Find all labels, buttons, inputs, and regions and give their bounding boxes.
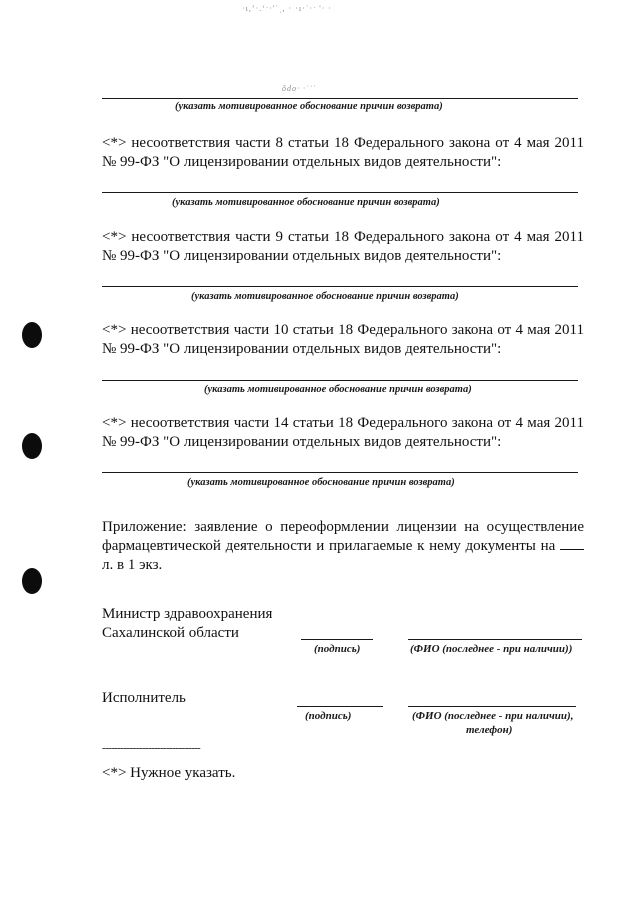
attachment-paragraph	[102, 518, 584, 575]
scan-noise-top: ·ı,ʼ·.ʻˑ·'ˈˌ, · ·ı·ˈ·ˑ '· ·	[242, 4, 333, 13]
fio-line	[408, 639, 582, 640]
fill-line	[102, 286, 578, 287]
signature-caption: (подпись)	[314, 643, 361, 655]
binder-hole	[22, 568, 42, 594]
reason-caption: (указать мотивированное обоснование причин возврата)	[187, 477, 455, 488]
reason-caption: (указать мотивированное обоснование причин возврата)	[175, 101, 443, 112]
reason-caption: (указать мотивированное обоснование причин возврата)	[204, 384, 472, 395]
fio-line	[408, 706, 576, 707]
fio-caption-phone: телефон)	[466, 724, 513, 736]
reason-caption: (указать мотивированное обоснование причин возврата)	[172, 197, 440, 208]
fill-line	[102, 472, 578, 473]
reason-caption: (указать мотивированное обоснование причин возврата)	[191, 291, 459, 302]
clause-paragraph: <*> несоответствия части 9 статьи 18 Федерального закона от 4 мая 2011 № 99-ФЗ "О лицензировании отдельных видов деятельности":	[102, 229, 584, 264]
fill-line	[102, 98, 578, 99]
signature-line	[297, 706, 383, 707]
clause-paragraph: <*> несоответствия части 14 статьи 18 Федерального закона от 4 мая 2011 № 99-ФЗ "О лицензировании отдельных видов деятельности":	[102, 415, 584, 450]
clause-paragraph: <*> несоответствия части 10 статьи 18 Федерального закона от 4 мая 2011 № 99-ФЗ "О лицензировании отдельных видов деятельности":	[102, 322, 584, 357]
signature-caption: (подпись)	[305, 710, 352, 722]
minister-title: Министр здравоохранения	[102, 606, 273, 622]
fill-line	[102, 380, 578, 381]
binder-hole	[22, 322, 42, 348]
fill-line	[102, 192, 578, 193]
pages-blank	[560, 537, 584, 550]
fio-caption: (ФИО (последнее - при наличии),	[412, 710, 574, 722]
signature-line	[301, 639, 373, 640]
minister-region: Сахалинской области	[102, 625, 239, 641]
attachment-text: Приложение: заявление о переоформлении лицензии на осуществление фармацевтической деятельности и прилагаемые к нему документы на	[102, 519, 584, 554]
footnote-separator: --------------------------------	[102, 742, 201, 754]
clause-paragraph: <*> несоответствия части 8 статьи 18 Федерального закона от 4 мая 2011 № 99-ФЗ "О лицензировании отдельных видов деятельности":	[102, 135, 584, 170]
scan-noise-small: ǒdo· ·˙˙ˈ	[282, 84, 317, 93]
attachment-tail: л. в 1 экз.	[102, 557, 163, 573]
binder-hole	[22, 433, 42, 459]
fio-caption: (ФИО (последнее - при наличии))	[410, 643, 573, 655]
footnote-text: <*> Нужное указать.	[102, 765, 236, 781]
executor-label: Исполнитель	[102, 690, 186, 706]
